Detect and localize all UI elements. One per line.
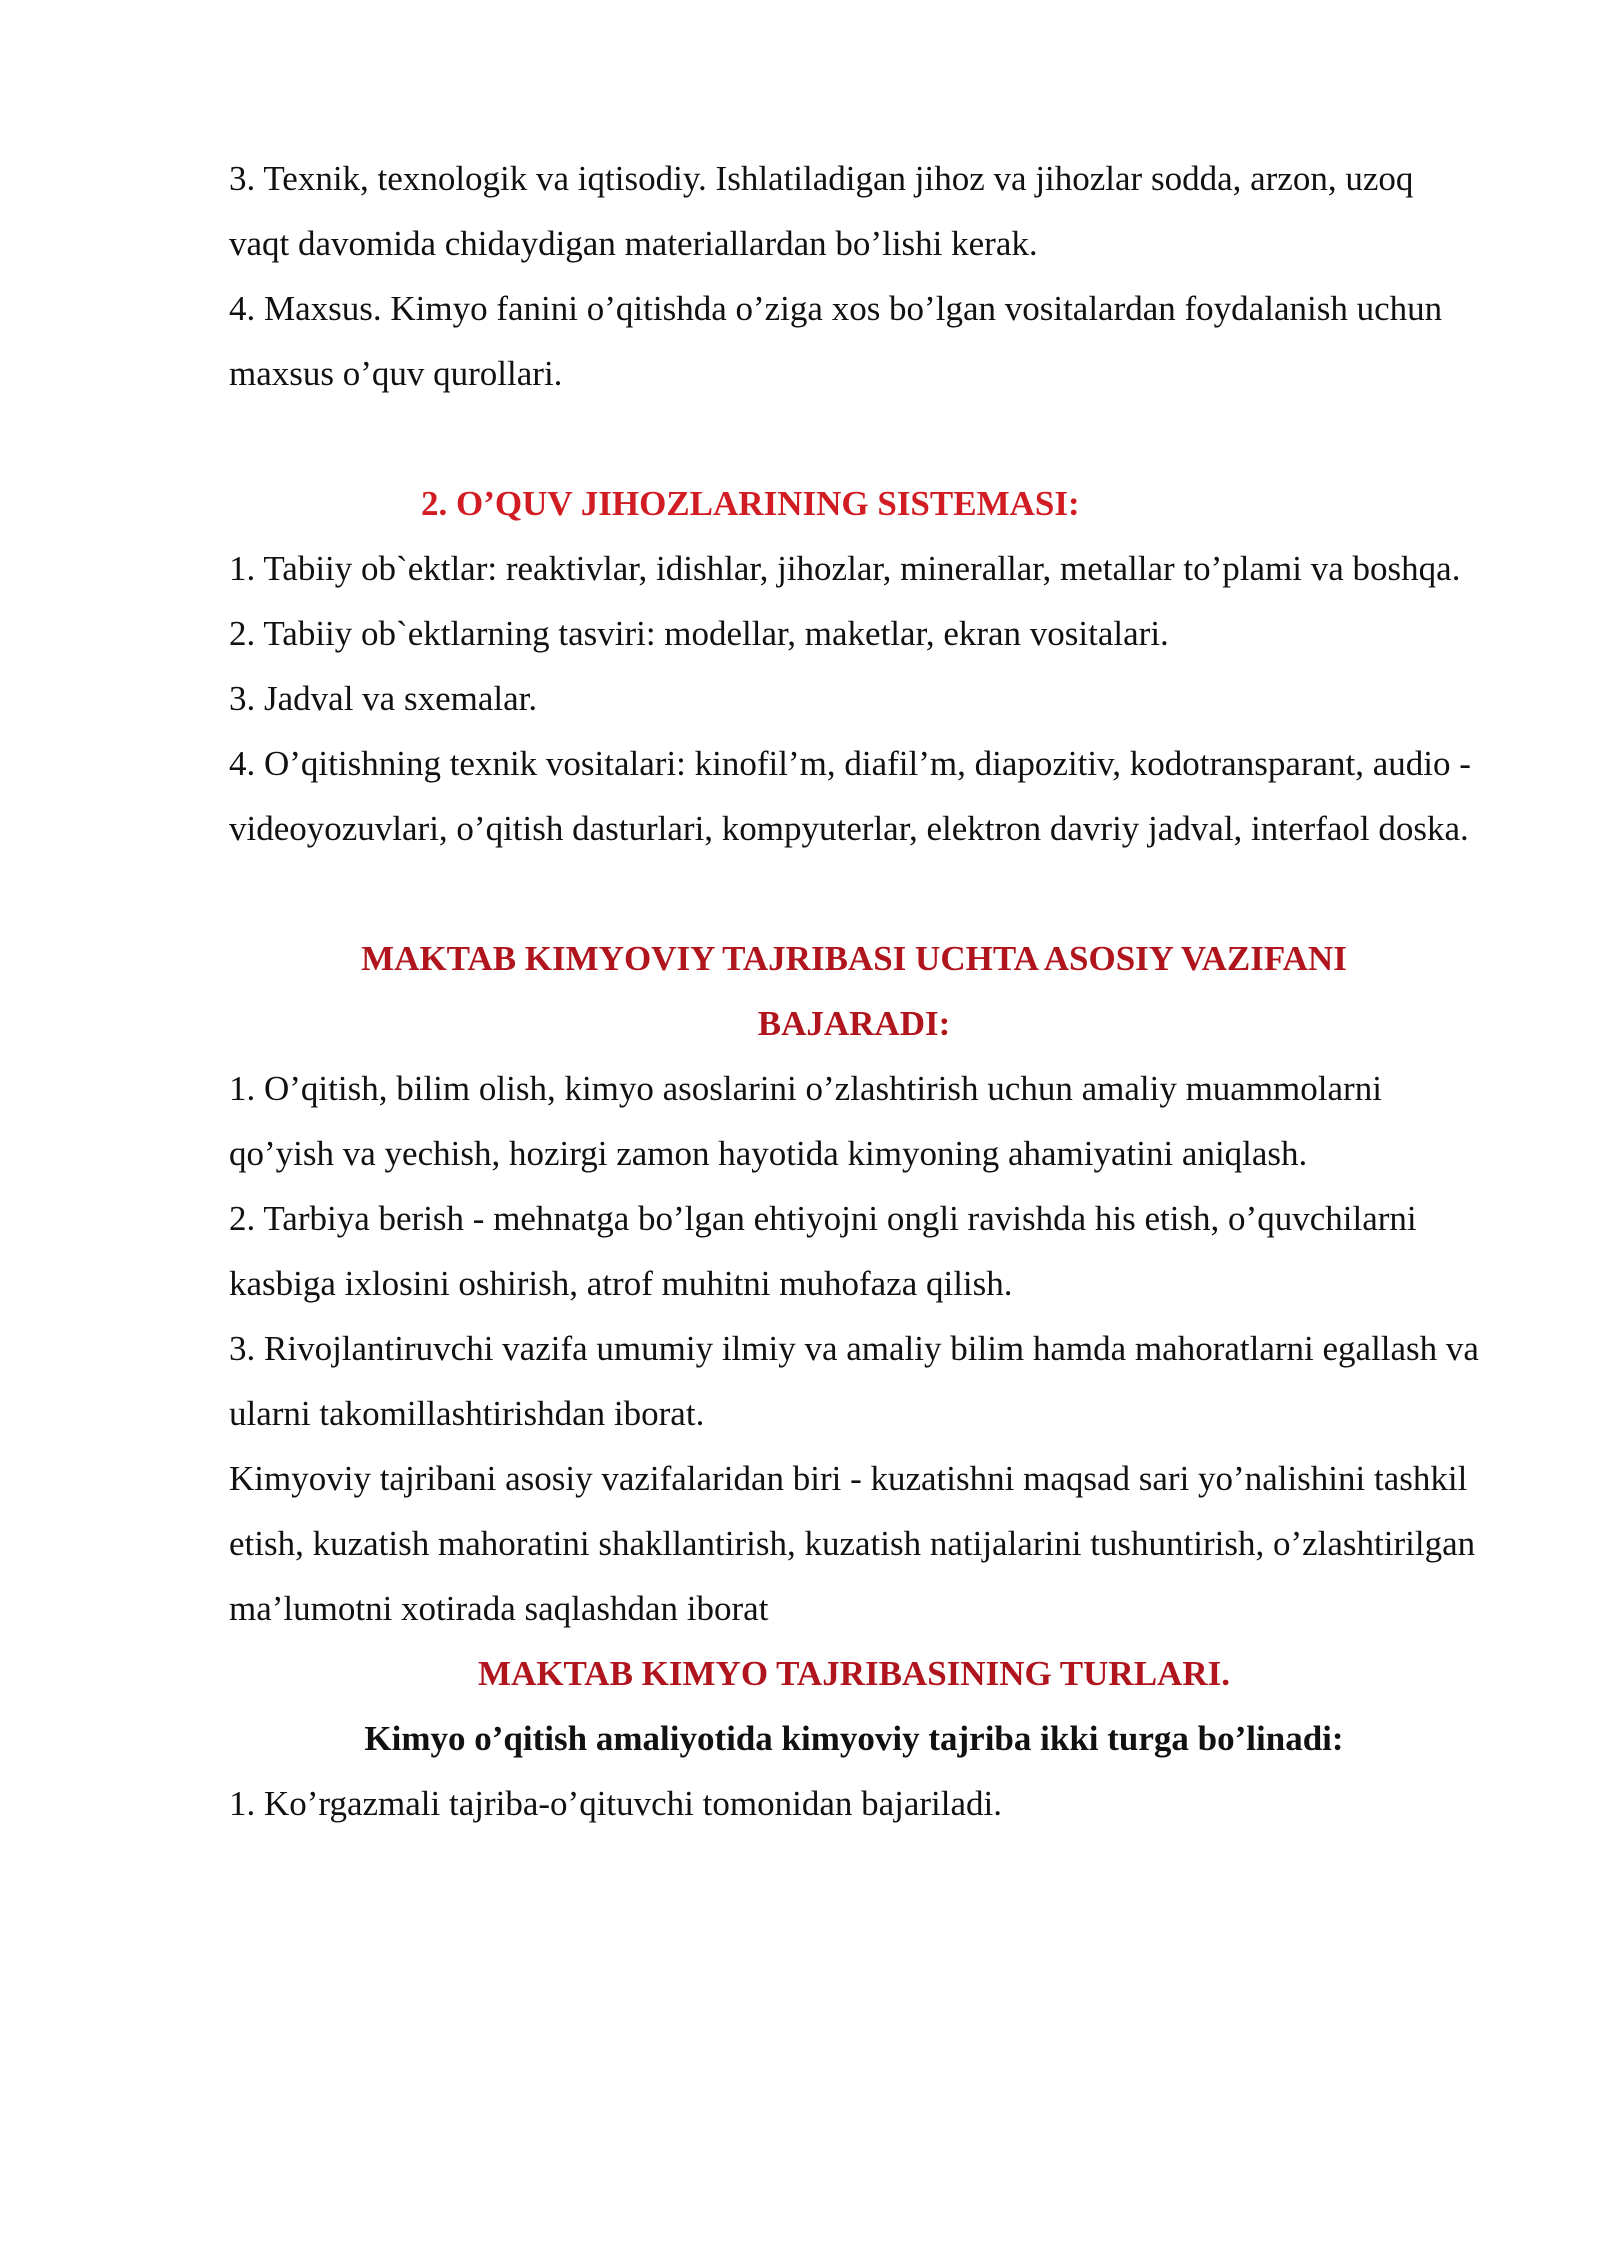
section-heading-school-experiment-line2: BAJARADI: — [757, 1004, 951, 1043]
paragraph-developing-task: 3. Rivojlantiruvchi vazifa umumiy ilmiy va amaliy bilim hamda mahoratlarni egallash va ularni takomillashtirishdan iborat. — [229, 1329, 1479, 1433]
paragraph-demonstration-experiment: 1. Ko’rgazmali tajriba-o’qituvchi tomonidan bajariladi. — [229, 1784, 1003, 1823]
paragraph-upbringing-task: 2. Tarbiya berish - mehnatga bo’lgan ehtiyojni ongli ravishda his etish, o’quvchilarni kasbiga ixlosini oshirish, atrof muhitni muhofaza qilish. — [229, 1199, 1417, 1303]
section-heading-equipment-system: 2. O’QUV JIHOZLARINING SISTEMASI: — [421, 484, 1080, 523]
blank-line — [229, 861, 1479, 926]
paragraph-special-requirements: 4. Maxsus. Kimyo fanini o’qitishda o’ziga xos bo’lgan vositalardan foydalanish uchun maxsus o’quv qurollari. — [229, 289, 1443, 393]
paragraph-technical-means: 4. O’qitishning texnik vositalari: kinofil’m, diafil’m, diapozitiv, kodotransparant, audio - videoyozuvlari, o’qitish dasturlari, kompyuterlar, elektron davriy jadval, interfaol doska. — [229, 744, 1471, 848]
paragraph-object-images: 2. Tabiiy ob`ektlarning tasviri: modellar, maketlar, ekran vositalari. — [229, 614, 1169, 653]
paragraph-tables-schemes: 3. Jadval va sxemalar. — [229, 679, 538, 718]
document-body — [229, 146, 1479, 1836]
paragraph-observation-task: Kimyoviy tajribani asosiy vazifalaridan biri - kuzatishni maqsad sari yo’nalishini tashkil etish, kuzatish mahoratini shakllantirish, kuzatish natijalarini tushuntirish, o’zlashtirilgan ma’lumotni xotirada saqlashdan iborat — [229, 1459, 1476, 1628]
paragraph-natural-objects: 1. Tabiiy ob`ektlar: reaktivlar, idishlar, jihozlar, minerallar, metallar to’plami va boshqa. — [229, 549, 1461, 588]
section-heading-school-experiment-line1: MAKTAB KIMYOVIY TAJRIBASI UCHTA ASOSIY VAZIFANI — [361, 939, 1347, 978]
paragraph-technical-requirements: 3. Texnik, texnologik va iqtisodiy. Ishlatiladigan jihoz va jihozlar sodda, arzon, uzoq vaqt davomida chidaydigan materiallardan bo’lishi kerak. — [229, 159, 1414, 263]
subheading-two-types: Kimyo o’qitish amaliyotida kimyoviy tajriba ikki turga bo’linadi: — [364, 1719, 1344, 1758]
section-heading-experiment-types: MAKTAB KIMYO TAJRIBASINING TURLARI. — [478, 1654, 1230, 1693]
blank-line — [229, 406, 1479, 471]
paragraph-teaching-task: 1. O’qitish, bilim olish, kimyo asoslarini o’zlashtirish uchun amaliy muammolarni qo’yish va yechish, hozirgi zamon hayotida kimyoning ahamiyatini aniqlash. — [229, 1069, 1382, 1173]
